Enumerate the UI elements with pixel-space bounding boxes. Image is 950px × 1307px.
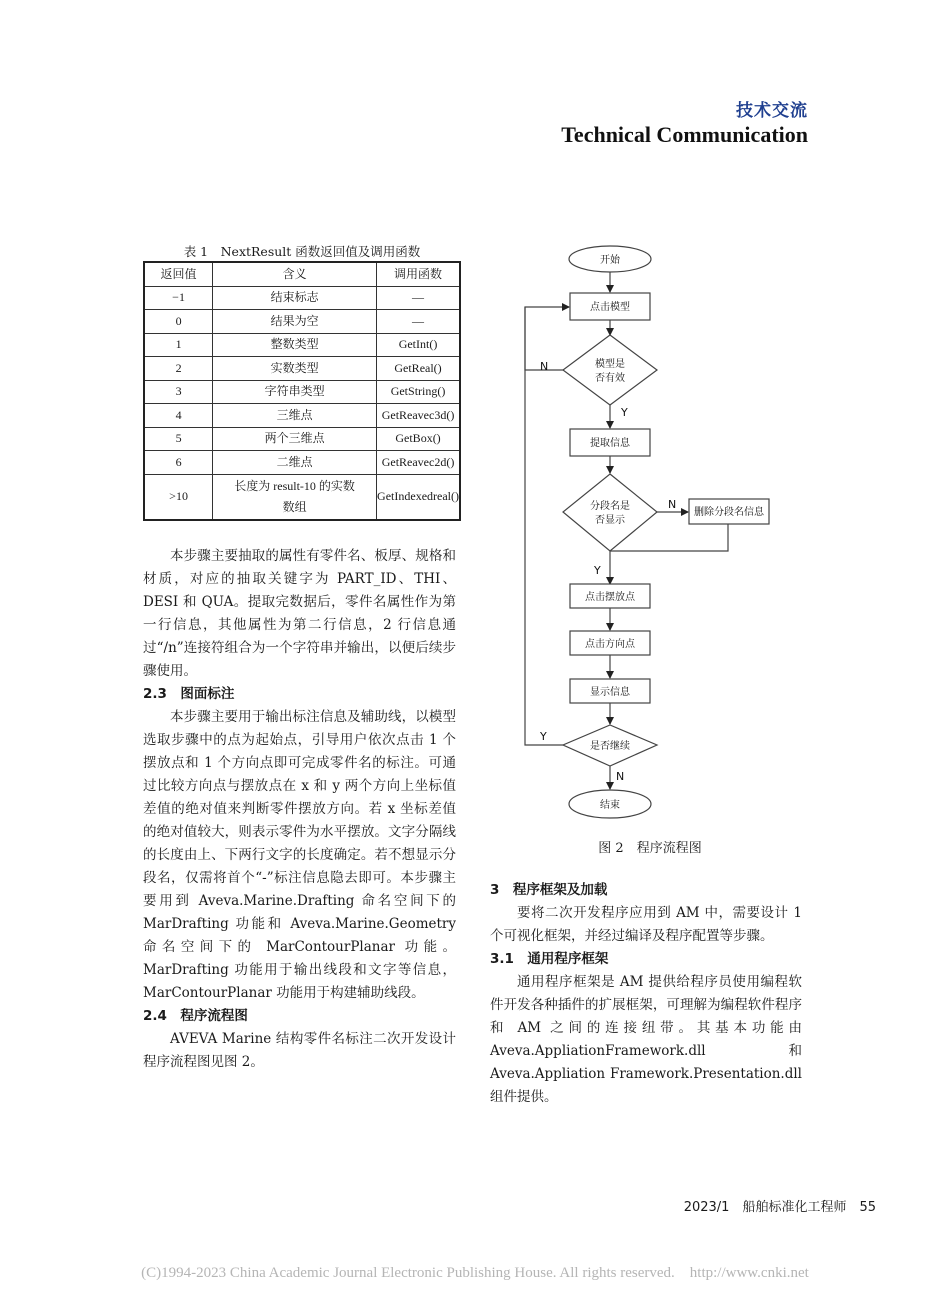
branch-label-n: N [616,770,625,783]
flow-label: 点击方向点 [585,639,635,650]
table-cell: 3 [144,380,213,404]
flow-label: 提取信息 [590,438,630,449]
table-cell: GetReavec3d() [377,404,460,428]
table-cell: GetReavec2d() [377,451,460,475]
paragraph: AVEVA Marine 结构零件名标注二次开发设计程序流程图见图 2。 [143,1031,456,1070]
table-cell: GetInt() [377,333,460,357]
table-caption: 表 1 NextResult 函数返回值及调用函数 [183,244,421,259]
section-title-en: Technical Communication [561,122,808,147]
table-cell: 1 [144,333,213,357]
table-row [144,357,460,381]
table-row [144,380,460,404]
table-cell: GetBox() [377,427,460,451]
table-cell: 整数类型 [213,333,377,357]
table-row [144,451,460,475]
section-heading-2-3: 2.3 图面标注 [143,686,235,702]
table-cell: 2 [144,357,213,381]
table-header-cell: 返回值 [144,262,213,286]
table-cell: 5 [144,427,213,451]
table-cell: 字符串类型 [213,380,377,404]
table-cell: 实数类型 [213,357,377,381]
figure-caption: 图 2 程序流程图 [598,841,702,856]
result-table [143,261,461,521]
flow-label: 点击摆放点 [585,592,635,603]
program-flowchart [490,235,810,825]
section-title-cn: 技术交流 [736,101,808,121]
table-header-cell: 含义 [213,262,377,286]
table-cell: 二维点 [213,451,377,475]
paragraph: 通用程序框架是 AM 提供给程序员使用编程软件开发各种插件的扩展框架，可理解为编程软件程序和 AM 之间的连接纽带。其基本功能由 Aveva.AppliationFramework.dll 和 Aveva.Appliation Framework.Presentation.dll 组件提供。 [490,974,802,1105]
copyright-notice: (C)1994-2023 China Academic Journal Electronic Publishing House. All rights reserved. http://www.cnki.net [141,1265,809,1281]
table-cell: 结果为空 [213,310,377,334]
paragraph: 要将二次开发程序应用到 AM 中，需要设计 1 个可视化框架，并经过编译及程序配置等步骤。 [490,905,802,944]
table-cell: 三维点 [213,404,377,428]
decision-model-valid [563,335,657,405]
table-row [144,474,460,520]
right-column [490,879,802,1109]
table-row [144,404,460,428]
paragraph: 本步骤主要用于输出标注信息及辅助线，以模型选取步骤中的点为起始点，引导用户依次点击 1 个摆放点和 1 个方向点即可完成零件名的标注。可通过比较方向点与摆放点在 x 和 y 两个方向上坐标值差值的绝对值来判断零件摆放方向。若 x 坐标差值的绝对值较大，则表示零件为水平摆放。文字分隔线的长度由上、下两行文字的长度确定。若不想显示分段名，仅需将首个“-”标注信息隐去即可。本步骤主要用到 Aveva.Marine.Drafting 命名空间下的 MarDrafting 功能和 Aveva.Marine.Geometry 命名空间下的 MarContourPlanar 功能。MarDrafting 功能用于输出线段和文字等信息，MarContourPlanar 功能用于构建辅助线段。 [143,709,456,1001]
branch-label-n: N [540,360,549,373]
table-cell: GetString() [377,380,460,404]
flow-label: 是否继续 [590,741,630,752]
table-row [144,333,460,357]
flow-label: 显示信息 [590,687,630,698]
flow-label: 否有效 [595,373,625,384]
table-cell: GetIndexedreal() [377,474,460,520]
left-column [143,545,456,1074]
decision-segment-display [563,474,657,551]
table-cell: 0 [144,310,213,334]
flow-label: 删除分段名信息 [694,507,764,518]
flow-label: 否显示 [595,515,625,526]
table-cell: >10 [144,474,213,520]
flow-label: 点击模型 [590,302,630,313]
table-cell: — [377,310,460,334]
table-row [144,286,460,310]
section-heading-2-4: 2.4 程序流程图 [143,1008,248,1024]
table-header-row [144,262,460,286]
section-heading-3-1: 3.1 通用程序框架 [490,951,609,967]
branch-label-n: N [668,498,677,511]
branch-label-y: Y [594,564,601,577]
table-cell: — [377,286,460,310]
table-header-cell: 调用函数 [377,262,460,286]
table-row [144,310,460,334]
section-heading-3: 3 程序框架及加载 [490,882,608,898]
branch-label-y: Y [621,406,628,419]
table-cell: GetReal() [377,357,460,381]
paragraph: 本步骤主要抽取的属性有零件名、板厚、规格和材质，对应的抽取关键字为 PART_ID、THI、DESI 和 QUA。提取完数据后，零件名属性作为第一行信息，其他属性为第二行信息，2 行信息通过“/n”连接符组合为一个字符串并输出，以便后续步骤使用。 [143,548,456,679]
table-cell: 4 [144,404,213,428]
branch-label-y: Y [540,730,547,743]
flow-label: 结束 [600,800,620,811]
flow-label: 开始 [600,255,620,266]
table-cell: 结束标志 [213,286,377,310]
table-row [144,427,460,451]
table-cell: −1 [144,286,213,310]
page-footer: 2023/1 船舶标准化工程师 55 [683,1200,876,1215]
table-cell: 两个三维点 [213,427,377,451]
table-cell: 6 [144,451,213,475]
flow-label: 模型是 [595,359,625,370]
flow-label: 分段名是 [590,501,630,512]
table-cell: 长度为 result-10 的实数数组 [213,474,377,520]
